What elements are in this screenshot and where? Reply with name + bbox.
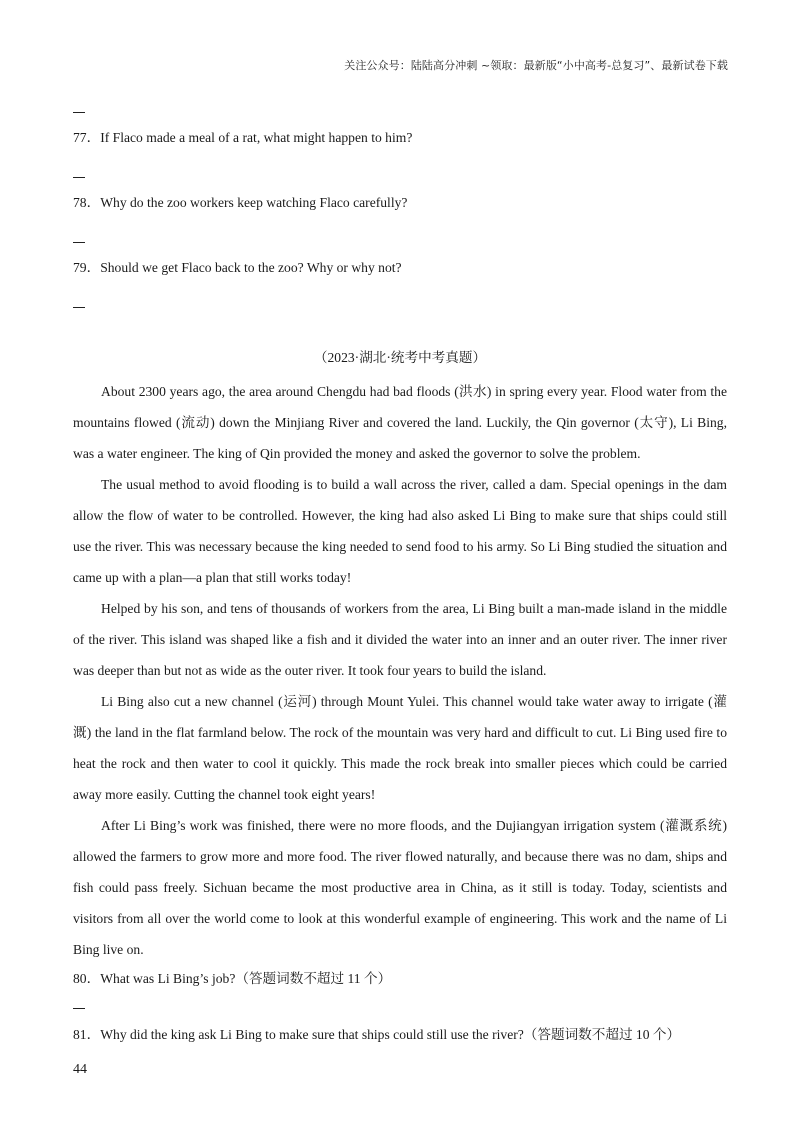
question-text: Should we get Flaco back to the zoo? Why or why not? xyxy=(100,260,402,275)
question-text: If Flaco made a meal of a rat, what might happen to him? xyxy=(100,130,413,145)
question-text: Why do the zoo workers keep watching Flaco carefully? xyxy=(100,195,408,210)
answer-line xyxy=(73,294,727,314)
question-number: 77． xyxy=(73,130,101,145)
passage-paragraph-1: About 2300 years ago, the area around Chengdu had bad floods (洪水) in spring every year. Flood water from the mountains flowed (流动) down the Minjiang River and covered the land. Luckily, the Qin governor (太守), Li Bing, was a water engineer. The king of Qin provided the money and asked the governor to solve the problem. xyxy=(73,384,727,461)
question-79 xyxy=(73,258,727,278)
question-78 xyxy=(73,193,727,213)
question-text: Why did the king ask Li Bing to make sure that ships could still use the river?（答题词数不超过 10 个） xyxy=(100,1027,681,1042)
page-number: 44 xyxy=(73,1062,87,1077)
passage-paragraph-4: Li Bing also cut a new channel (运河) through Mount Yulei. This channel would take water away to irrigate (灌溉) the land in the flat farmland below. The rock of the mountain was very hard and difficult to cut. Li Bing used fire to heat the rock and then water to cool it quickly. This made the rock break into smaller pieces which could be carried away more easily. Cutting the channel took eight years! xyxy=(73,694,727,802)
passage-paragraph-5: After Li Bing’s work was finished, there were no more floods, and the Dujiangyan irrigation system (灌溉系统) allowed the farmers to grow more and more food. The river flowed naturally, and because there was no dam, ships and fish could pass freely. Sichuan became the most productive area in China, as it still is today. Today, scientists and visitors from all over the world come to look at this wonderful example of engineering. This work and the name of Li Bing live on. xyxy=(73,818,727,957)
question-number: 78． xyxy=(73,195,101,210)
answer-line xyxy=(73,99,727,119)
question-number: 80． xyxy=(73,971,101,986)
answer-line xyxy=(73,229,727,249)
passage-source: （2023·湖北·统考中考真题） xyxy=(313,350,487,365)
question-number: 79． xyxy=(73,260,101,275)
question-81 xyxy=(73,1025,727,1045)
question-80 xyxy=(73,969,727,989)
page-header: 关注公众号：陆陆高分冲刺 ~领取：最新版“小中高考-总复习”、最新试卷下载 xyxy=(344,59,728,72)
passage-paragraph-3: Helped by his son, and tens of thousands of workers from the area, Li Bing built a man-made island in the middle of the river. This island was shaped like a fish and it divided the water into an inner and an outer river. The inner river was deeper than but not as wide as the outer river. It took four years to build the island. xyxy=(73,601,727,678)
page-content xyxy=(73,97,727,1045)
question-text: What was Li Bing’s job?（答题词数不超过 11 个） xyxy=(100,971,392,986)
answer-line xyxy=(73,164,727,184)
passage-paragraph-2: The usual method to avoid flooding is to build a wall across the river, called a dam. Special openings in the dam allow the flow of water to be controlled. However, the king had also asked Li Bing to make sure that ships could still use the river. This was necessary because the king needed to send food to his army. So Li Bing studied the situation and came up with a plan—a plan that still works today! xyxy=(73,477,727,585)
question-77 xyxy=(73,128,727,148)
answer-line xyxy=(73,999,727,1019)
question-number: 81． xyxy=(73,1027,101,1042)
